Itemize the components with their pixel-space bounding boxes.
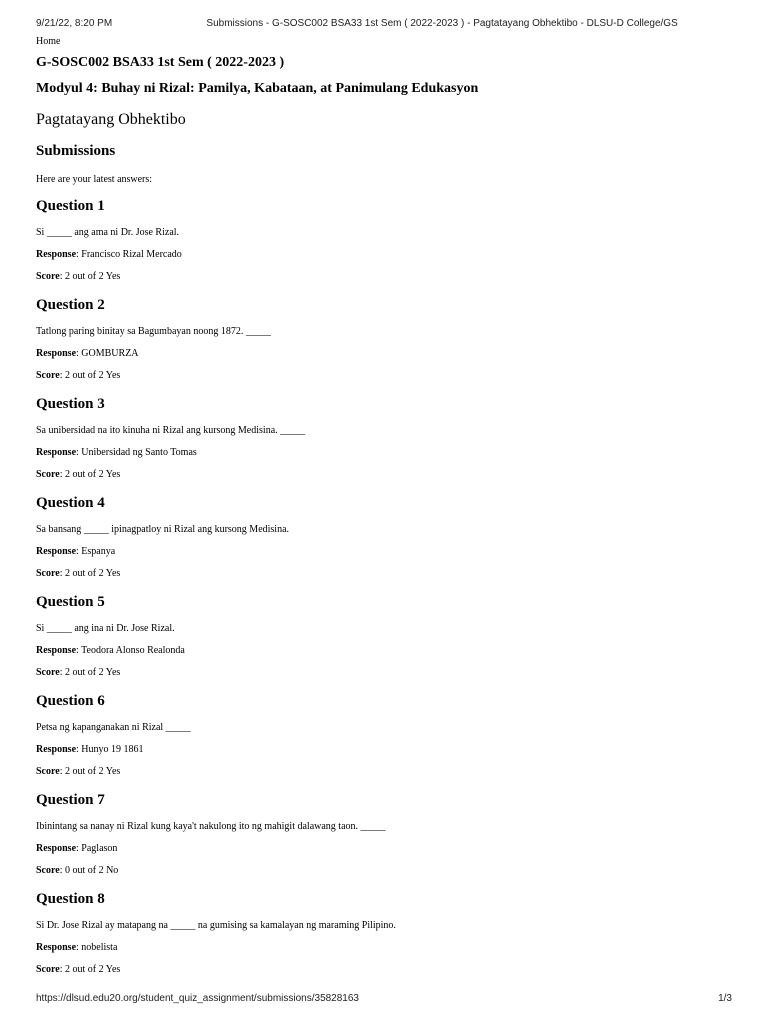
response-value: : Teodora Alonso Realonda — [76, 645, 185, 656]
page-url: https://dlsud.edu20.org/student_quiz_assignment/submissions/35828163 — [36, 993, 359, 1004]
score-value: : 2 out of 2 Yes — [59, 370, 121, 381]
score-value: : 0 out of 2 No — [59, 865, 119, 876]
score-value: : 2 out of 2 Yes — [59, 766, 121, 777]
score-label: Score — [36, 469, 60, 480]
question-score — [36, 370, 736, 382]
page-content — [36, 36, 736, 990]
response-label: Response — [36, 744, 77, 755]
score-label: Score — [36, 370, 60, 381]
question-response — [36, 645, 736, 657]
question-block — [36, 594, 736, 693]
course-title: G-SOSC002 BSA33 1st Sem ( 2022-2023 ) — [36, 55, 285, 70]
question-response — [36, 744, 736, 756]
question-title: Question 3 — [36, 396, 105, 412]
question-response — [36, 348, 736, 360]
score-label: Score — [36, 766, 60, 777]
question-response — [36, 843, 736, 855]
response-label: Response — [36, 645, 77, 656]
question-text: Ibinintang sa nanay ni Rizal kung kaya't nakulong ito ng mahigit dalawang taon. _____ — [36, 821, 386, 832]
response-value: : Hunyo 19 1861 — [76, 744, 144, 755]
score-value: : 2 out of 2 Yes — [59, 469, 121, 480]
question-score — [36, 469, 736, 481]
question-title: Question 5 — [36, 594, 105, 610]
question-text: Sa unibersidad na ito kinuha ni Rizal ang kursong Medisina. _____ — [36, 425, 306, 436]
question-title: Question 1 — [36, 198, 105, 214]
response-label: Response — [36, 447, 77, 458]
response-value: : GOMBURZA — [76, 348, 139, 359]
score-value: : 2 out of 2 Yes — [59, 568, 121, 579]
question-score — [36, 964, 736, 976]
score-label: Score — [36, 667, 60, 678]
question-score — [36, 271, 736, 283]
question-title: Question 6 — [36, 693, 105, 709]
score-label: Score — [36, 964, 60, 975]
question-score — [36, 766, 736, 778]
question-text: Tatlong paring binitay sa Bagumbayan noong 1872. _____ — [36, 326, 271, 337]
question-score — [36, 568, 736, 580]
print-datetime: 9/21/22, 8:20 PM — [36, 18, 113, 29]
response-label: Response — [36, 843, 77, 854]
question-score — [36, 667, 736, 679]
score-value: : 2 out of 2 Yes — [59, 667, 121, 678]
question-text: Si Dr. Jose Rizal ay matapang na _____ na gumising sa kamalayan ng maraming Pilipino. — [36, 920, 396, 931]
response-value: : nobelista — [76, 942, 118, 953]
question-block — [36, 792, 736, 891]
module-title: Modyul 4: Buhay ni Rizal: Pamilya, Kabataan, at Panimulang Edukasyon — [36, 81, 479, 96]
print-page-title: Submissions - G-SOSC002 BSA33 1st Sem ( 2022-2023 ) - Pagtatayang Obhektibo - DLSU-D College/GS — [206, 18, 678, 29]
question-block — [36, 891, 736, 990]
question-block — [36, 198, 736, 297]
question-response — [36, 546, 736, 558]
question-score — [36, 865, 736, 877]
score-label: Score — [36, 568, 60, 579]
question-title: Question 7 — [36, 792, 105, 808]
print-header — [36, 18, 732, 29]
submissions-heading: Submissions — [36, 143, 116, 159]
quiz-title: Pagtatayang Obhektibo — [36, 111, 186, 128]
score-value: : 2 out of 2 Yes — [59, 964, 121, 975]
question-block — [36, 495, 736, 594]
response-label: Response — [36, 348, 77, 359]
response-value: : Paglason — [76, 843, 118, 854]
question-response — [36, 942, 736, 954]
score-label: Score — [36, 271, 60, 282]
question-response — [36, 249, 736, 261]
question-text: Si _____ ang ama ni Dr. Jose Rizal. — [36, 227, 180, 238]
score-value: : 2 out of 2 Yes — [59, 271, 121, 282]
score-label: Score — [36, 865, 60, 876]
response-value: : Francisco Rizal Mercado — [76, 249, 182, 260]
response-value: : Espanya — [76, 546, 116, 557]
question-title: Question 8 — [36, 891, 105, 907]
question-response — [36, 447, 736, 459]
question-block — [36, 693, 736, 792]
response-value: : Unibersidad ng Santo Tomas — [76, 447, 197, 458]
question-title: Question 2 — [36, 297, 105, 313]
question-title: Question 4 — [36, 495, 105, 511]
intro-text: Here are your latest answers: — [36, 174, 153, 185]
question-text: Petsa ng kapanganakan ni Rizal _____ — [36, 722, 191, 733]
question-text: Si _____ ang ina ni Dr. Jose Rizal. — [36, 623, 175, 634]
question-block — [36, 297, 736, 396]
page-number: 1/3 — [718, 993, 732, 1004]
question-text: Sa bansang _____ ipinagpatloy ni Rizal ang kursong Medisina. — [36, 524, 290, 535]
response-label: Response — [36, 546, 77, 557]
home-link[interactable]: Home — [36, 36, 61, 47]
response-label: Response — [36, 942, 77, 953]
response-label: Response — [36, 249, 77, 260]
print-footer — [36, 993, 732, 1004]
question-block — [36, 396, 736, 495]
